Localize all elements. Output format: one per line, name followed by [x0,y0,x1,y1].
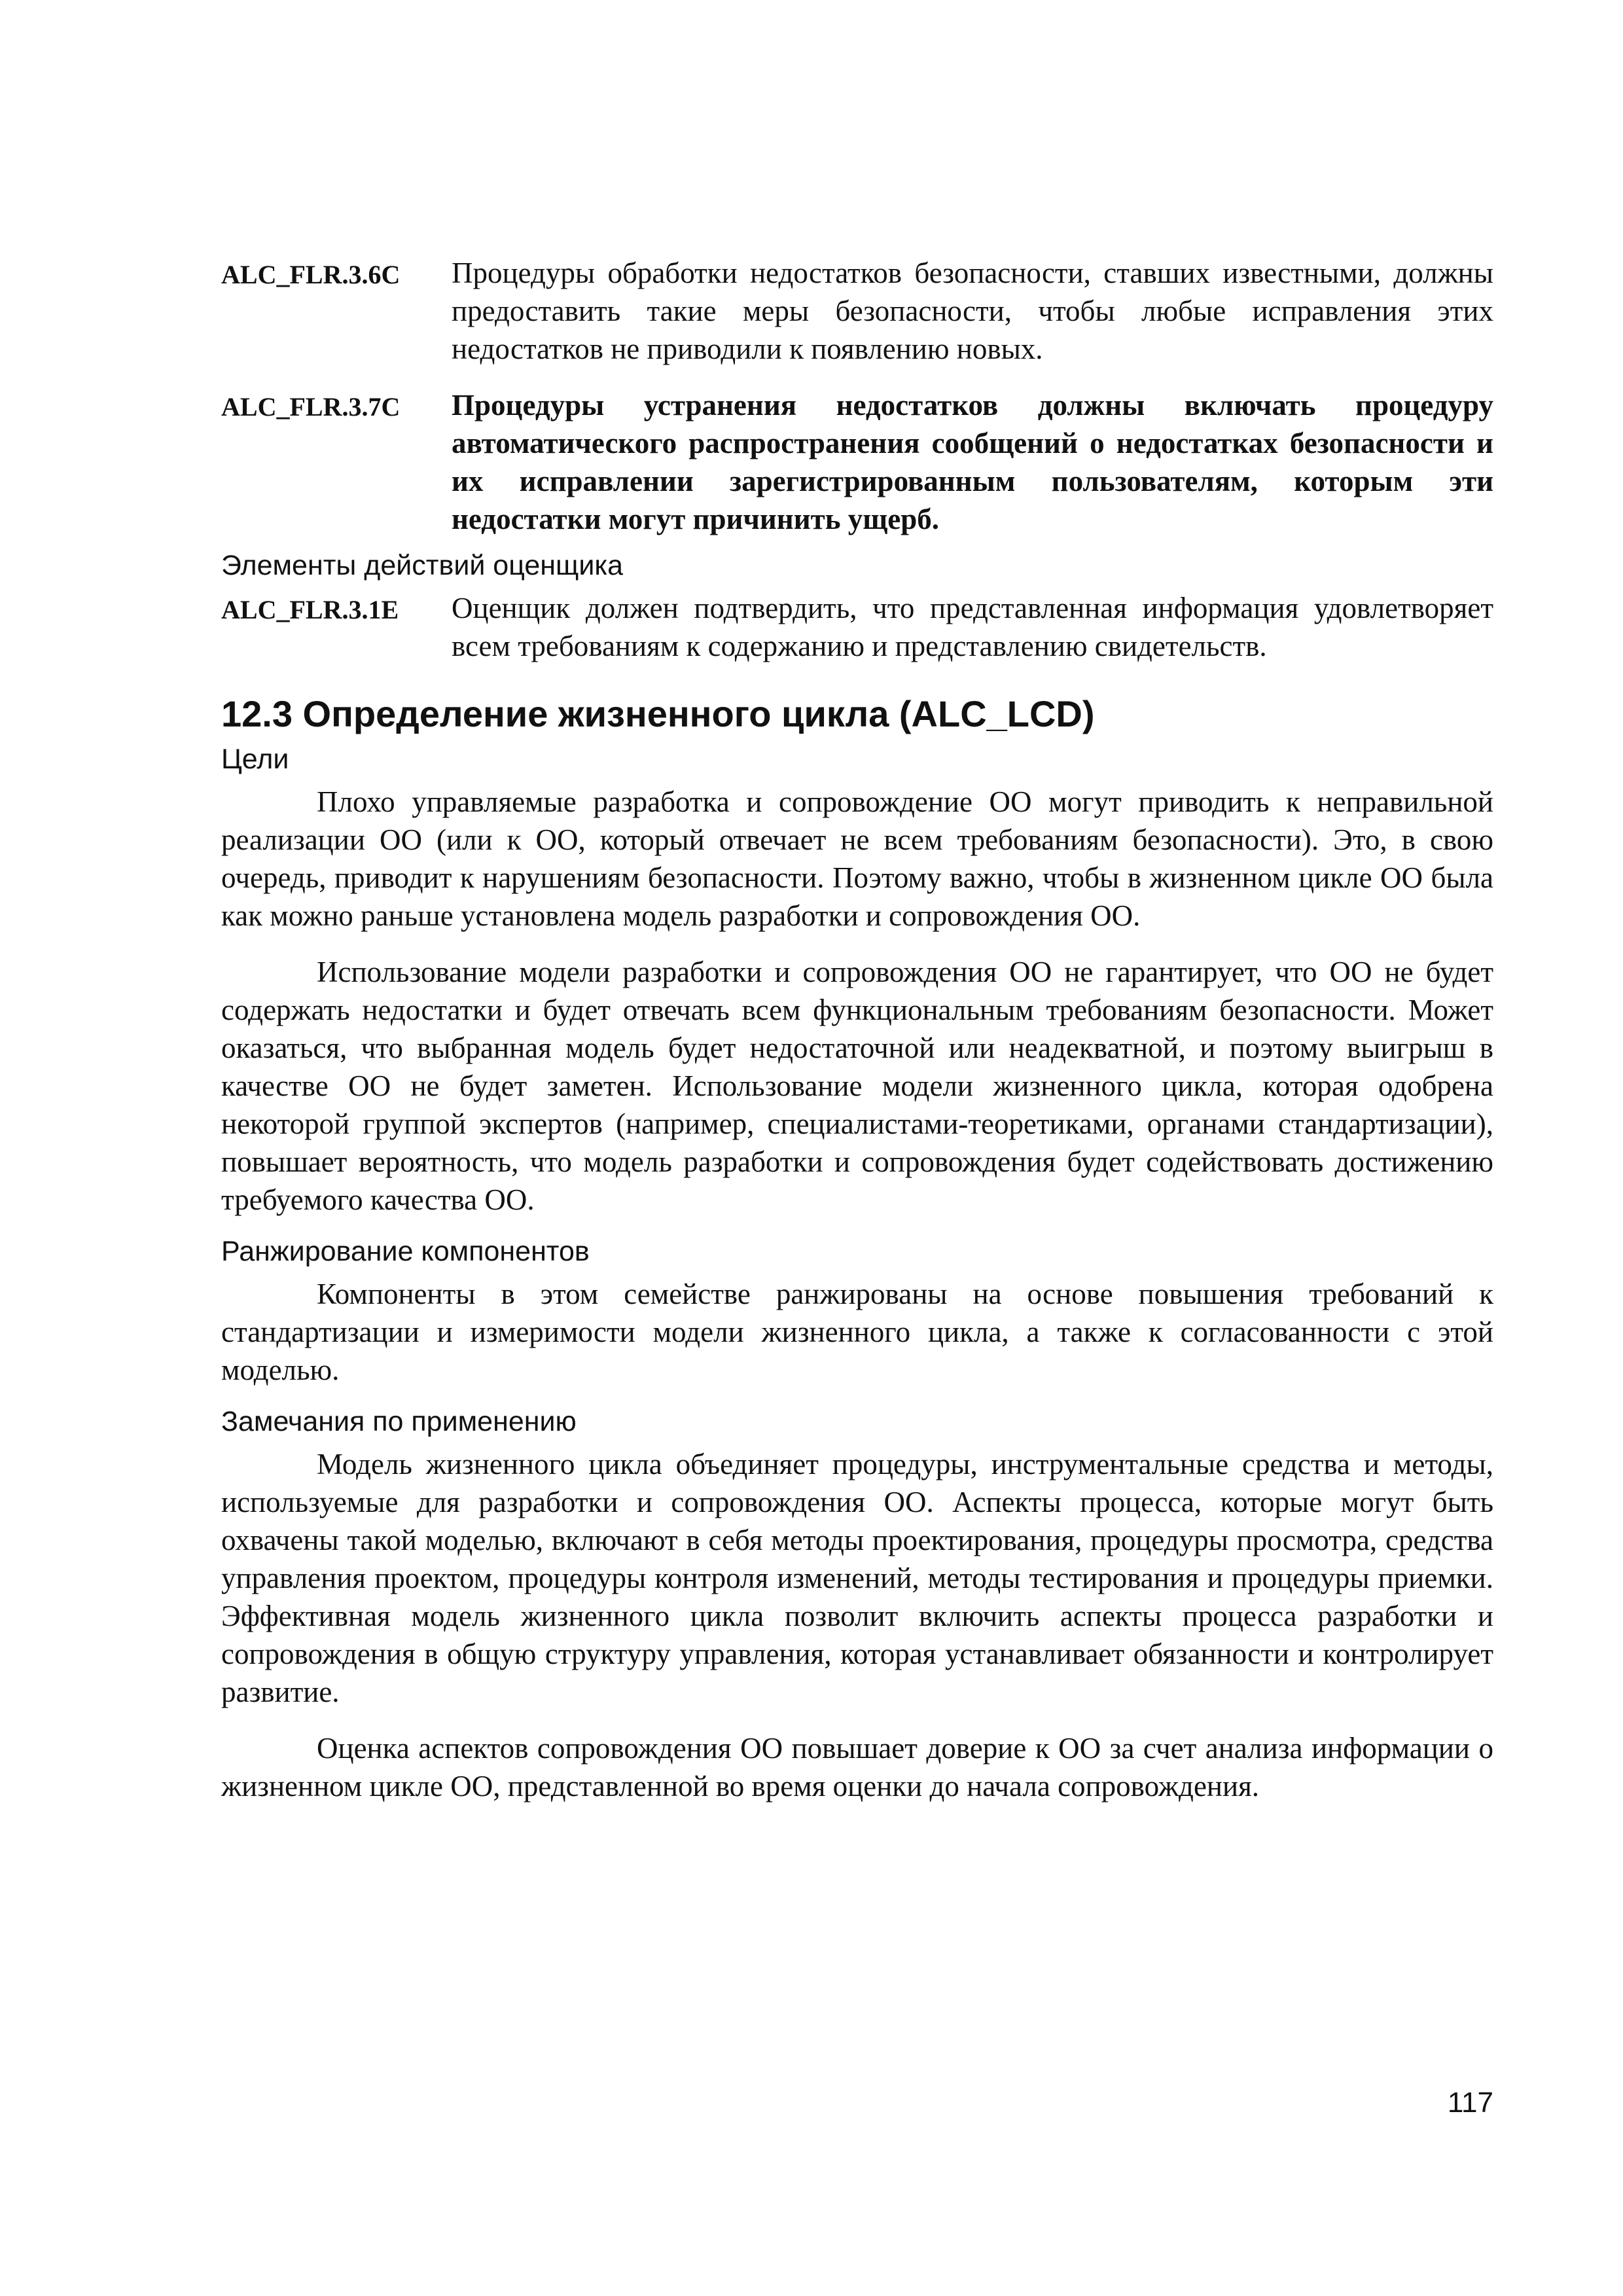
objectives-heading: Цели [221,744,289,775]
body-paragraph: Использование модели разработки и сопровождения ОО не гарантирует, что ОО не будет содержать недостатки и будет отвечать всем функциональным требованиям безопасности. Может оказаться, что выбранная модель будет недостаточной или неадекватной, и поэтому выигрыш в качестве ОО не будет заметен. Использование модели жизненного цикла, которая одобрена некоторой группой экспертов (например, специалистами-теоретиками, органами стандартизации), повышает вероятность, что модель разработки и сопровождения будет содействовать достижению требуемого качества ОО. [221,956,1493,1216]
requirement-text: Процедуры обработки недостатков безопасности, ставших известными, должны предоставить такие меры безопасности, чтобы любые исправления этих недостатков не приводили к появлению новых. [452,257,1493,365]
evaluator-actions-heading: Элементы действий оценщика [221,550,624,581]
body-paragraph: Плохо управляемые разработка и сопровождение ОО могут приводить к неправильной реализации ОО (или к ОО, который отвечает не всем требованиям безопасности). Это, в свою очередь, приводит к нарушениям безопасности. Поэтому важно, чтобы в жизненном цикле ОО была как можно раньше установлена модель разработки и сопровождения ОО. [221,785,1493,932]
page-number: 117 [1447,2087,1493,2119]
body-paragraph: Модель жизненного цикла объединяет процедуры, инструментальные средства и методы, используемые для разработки и сопровождения ОО. Аспекты процесса, которые могут быть охвачены такой моделью, включают в себя методы проектирования, процедуры просмотра, средства управления проектом, процедуры контроля изменений, методы тестирования и процедуры приемки. Эффективная модель жизненного цикла позволит включить аспекты процесса разработки и сопровождения в общую структуру управления, которая устанавливает обязанности и контролирует развитие. [221,1448,1493,1708]
document-page [221,254,1493,1805]
application-notes-heading: Замечания по применению [221,1406,577,1437]
requirement-text: Оценщик должен подтвердить, что представленная информация удовлетворяет всем требованиям к содержанию и представлению свидетельств. [452,592,1493,662]
body-paragraph: Оценка аспектов сопровождения ОО повышает доверие к ОО за счет анализа информации о жизненном цикле ОО, представленной во время оценки до начала сопровождения. [221,1732,1493,1803]
requirement-id: ALC_FLR.3.1E [221,595,399,624]
section-title: 12.3 Определение жизненного цикла (ALC_LCD) [221,693,1095,734]
requirement-alc-flr-3-1e [221,589,1493,665]
requirement-id: ALC_FLR.3.7C [221,392,401,422]
requirement-id: ALC_FLR.3.6C [221,260,401,289]
requirement-alc-flr-3-7c [221,386,1493,538]
component-levelling-heading: Ранжирование компонентов [221,1236,590,1267]
body-paragraph: Компоненты в этом семействе ранжированы на основе повышения требований к стандартизации и измеримости модели жизненного цикла, а также к согласованности с этой моделью. [221,1278,1493,1386]
requirement-text: Процедуры устранения недостатков должны включать процедуру автоматического распространения сообщений о недостатках безопасности и их исправлении зарегистрированным пользователям, которым эти недостатки могут причинить ущерб. [452,389,1493,535]
requirement-alc-flr-3-6c [221,254,1493,368]
